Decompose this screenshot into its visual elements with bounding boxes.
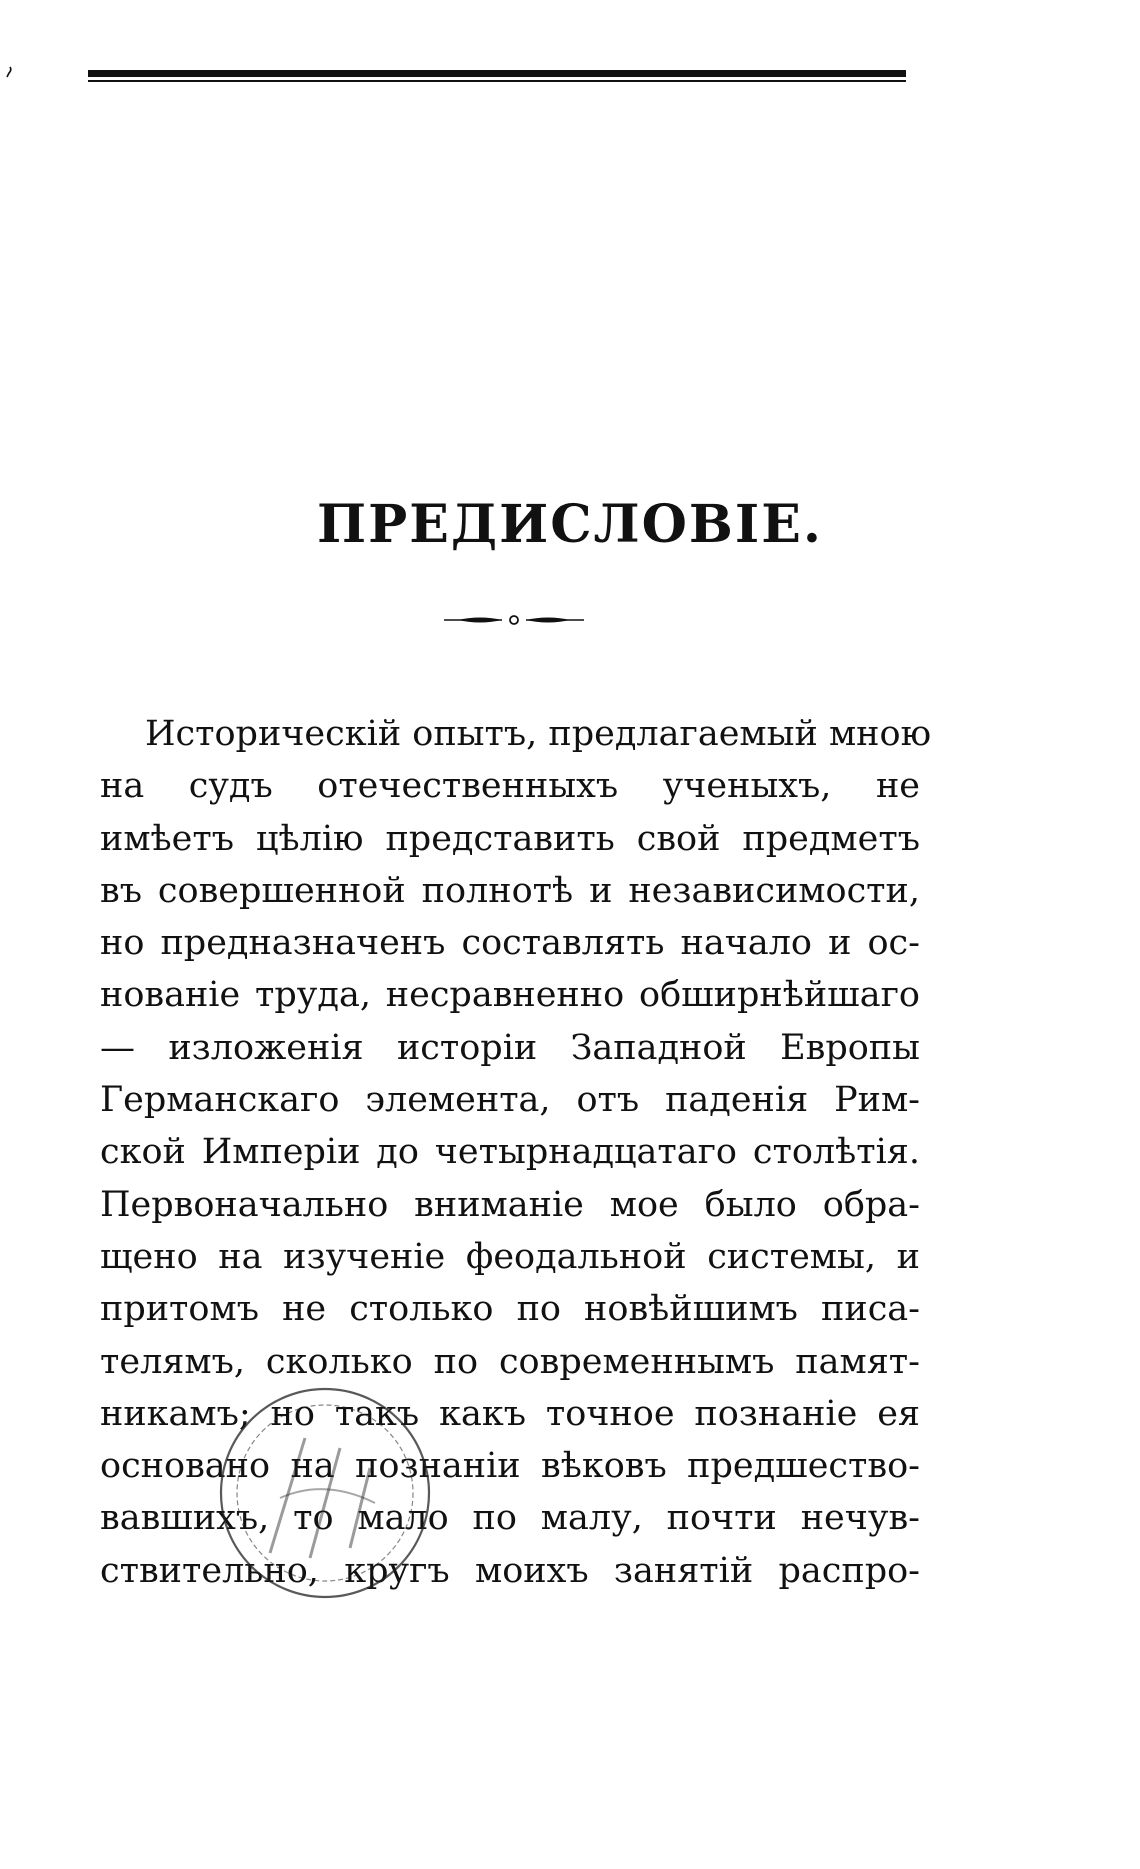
margin-mark	[6, 66, 12, 78]
text-line: основано на познаніи вѣковъ предшество-	[100, 1446, 920, 1487]
text-line: ствительно, кругъ моихъ занятій распро-	[100, 1550, 920, 1591]
ornamental-divider-icon	[444, 613, 584, 627]
text-line: никамъ; но такъ какъ точное познаніе ея	[100, 1393, 920, 1434]
top-rule	[88, 70, 906, 84]
text-line: притомъ не столько по новѣйшимъ писа-	[100, 1289, 920, 1330]
text-line: телямъ, сколько по современнымъ памят-	[100, 1341, 920, 1382]
text-line: но предназначенъ составлять начало и ос-	[100, 923, 920, 964]
text-line: — изложенія исторіи Западной Европы	[100, 1027, 920, 1068]
text-line: въ совершенной полнотѣ и независимости,	[100, 870, 920, 911]
text-line: Историческій опытъ, предлагаемый мною	[145, 714, 932, 754]
text-line: ской Имперіи до четырнадцатаго столѣтія.	[100, 1132, 920, 1173]
text-line: Первоначально вниманіе мое было обра-	[100, 1184, 920, 1225]
text-line: щено на изученіе феодальной системы, и	[100, 1236, 920, 1277]
text-line: имѣетъ цѣлію представить свой предметъ	[100, 818, 920, 859]
text-line: Германскаго элемента, отъ паденія Рим-	[100, 1080, 920, 1121]
text-line: на судъ отечественныхъ ученыхъ, не	[100, 766, 920, 807]
text-line: нованіе труда, несравненно обширнѣйшаго	[100, 975, 920, 1016]
library-stamp-icon	[210, 1378, 440, 1608]
page-title: ПРЕДИСЛОВІЕ.	[317, 494, 823, 555]
text-line: вавшихъ, то мало по малу, почти нечув-	[100, 1498, 920, 1539]
